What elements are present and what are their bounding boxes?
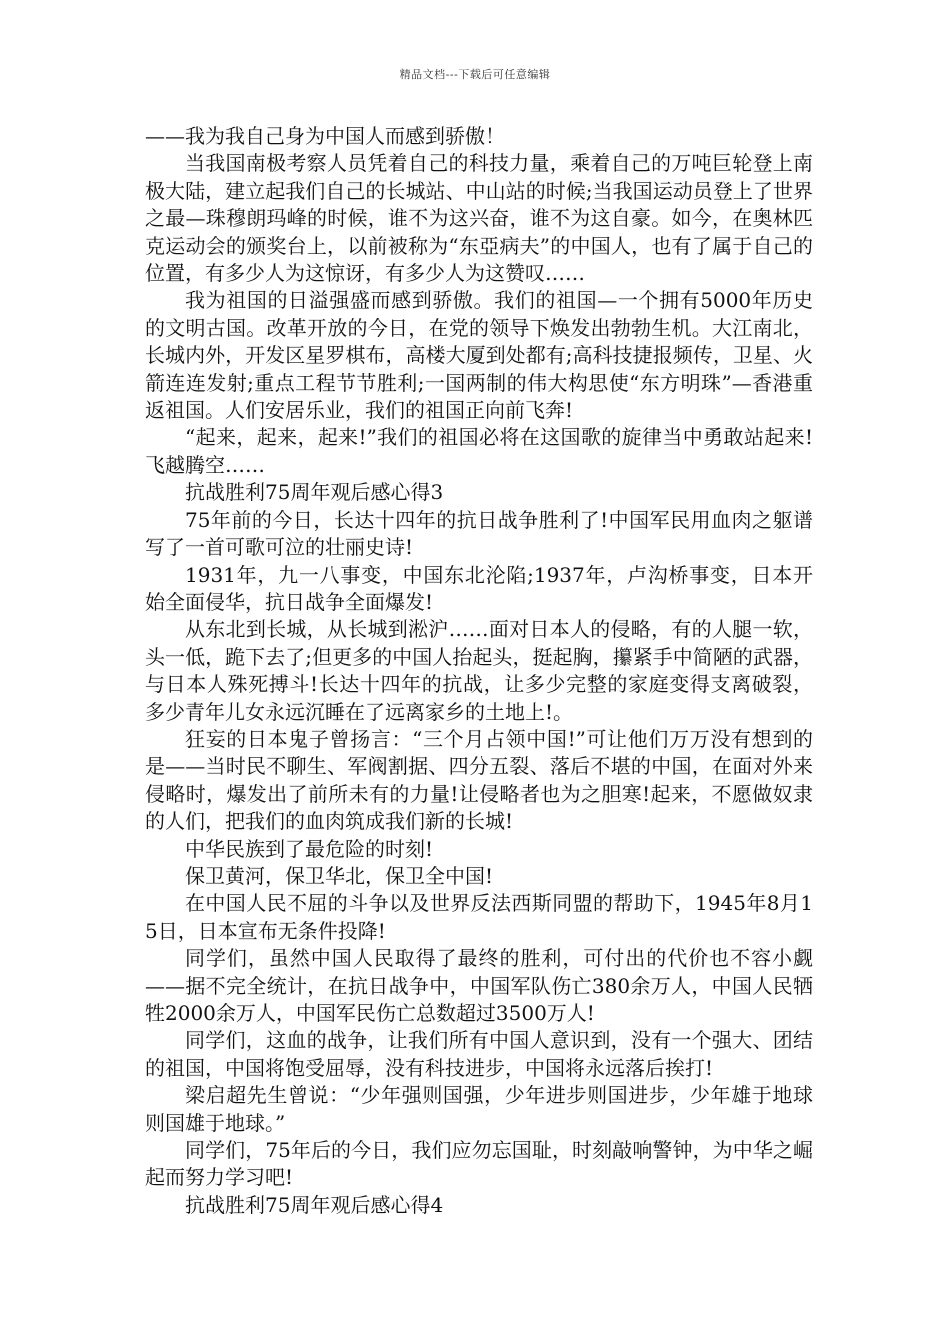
paragraph: 在中国人民不屈的斗争以及世界反法西斯同盟的帮助下，1945年8月15日，日本宣布无条件投降! bbox=[145, 891, 813, 943]
paragraph: 从东北到长城，从长城到淞沪……面对日本人的侵略，有的人腿一软，头一低，跪下去了;但更多的中国人抬起头，挺起胸，攥紧手中简陋的武器，与日本人殊死搏斗!长达十四年的抗战，让多少完整的家庭变得支离破裂，多少青年儿女永远沉睡在了远离家乡的土地上!。 bbox=[145, 617, 813, 724]
paragraph: 当我国南极考察人员凭着自己的科技力量，乘着自己的万吨巨轮登上南极大陆，建立起我们自己的长城站、中山站的时候;当我国运动员登上了世界之最—珠穆朗玛峰的时候，谁不为这兴奋，谁不为这自豪。如今，在奥林匹克运动会的颁奖台上，以前被称为“东亞病夫”的中国人，也有了属于自己的位置，有多少人为这惊讶，有多少人为这赞叹…… bbox=[145, 151, 813, 286]
paragraph: 同学们，75年后的今日，我们应勿忘国耻，时刻敲响警钟，为中华之崛起而努力学习吧! bbox=[145, 1138, 813, 1190]
page-header-note: 精品文档---下载后可任意编辑 bbox=[399, 68, 551, 81]
section-heading: 抗战胜利75周年观后感心得3 bbox=[185, 480, 444, 505]
section-heading: 抗战胜利75周年观后感心得4 bbox=[185, 1192, 444, 1217]
paragraph: “起来，起来，起来!”我们的祖国必将在这国歌的旋律当中勇敢站起来!飞越腾空…… bbox=[145, 425, 813, 477]
paragraph: 同学们，这血的战争，让我们所有中国人意识到，没有一个强大、团结的祖国，中国将饱受屈辱，没有科技进步，中国将永远落后挨打! bbox=[145, 1028, 813, 1080]
document-body bbox=[145, 123, 813, 1219]
paragraph: 保卫黄河，保卫华北，保卫全中国! bbox=[185, 863, 494, 888]
paragraph: 狂妄的日本鬼子曾扬言：“三个月占领中国!”可让他们万万没有想到的是——当时民不聊生、军阀割据、四分五裂、落后不堪的中国，在面对外来侵略时，爆发出了前所未有的力量!让侵略者也为之胆寒!起来，不愿做奴隶的人们，把我们的血肉筑成我们新的长城! bbox=[145, 726, 813, 834]
paragraph: 1931年，九一八事变，中国东北沦陷;1937年，卢沟桥事变，日本开始全面侵华，抗日战争全面爆发! bbox=[145, 562, 813, 614]
paragraph: 梁启超先生曾说：“少年强则国强，少年进步则国进步，少年雄于地球则国雄于地球。” bbox=[145, 1083, 813, 1135]
paragraph: 同学们，虽然中国人民取得了最终的胜利，可付出的代价也不容小觑——据不完全统计，在抗日战争中，中国军队伤亡380余万人，中国人民牺牲2000余万人，中国军民伤亡总数超过3500万人! bbox=[145, 946, 813, 1025]
paragraph: 中华民族到了最危险的时刻! bbox=[185, 836, 434, 861]
paragraph: 我为祖国的日溢强盛而感到骄傲。我们的祖国—一个拥有5000年历史的文明古国。改革开放的今日，在党的领导下焕发出勃勃生机。大江南北，长城内外，开发区星罗棋布，高楼大厦到处都有;高科技捷报频传，卫星、火箭连连发射;重点工程节节胜利;一国两制的伟大构思使“东方明珠”—香港重返祖国。人们安居乐业，我们的祖国正向前飞奔! bbox=[145, 288, 813, 423]
paragraph: 75年前的今日，长达十四年的抗日战争胜利了!中国军民用血肉之躯谱写了一首可歌可泣的壮丽史诗! bbox=[145, 507, 813, 560]
paragraph: ——我为我自己身为中国人而感到骄傲！ bbox=[145, 124, 505, 148]
